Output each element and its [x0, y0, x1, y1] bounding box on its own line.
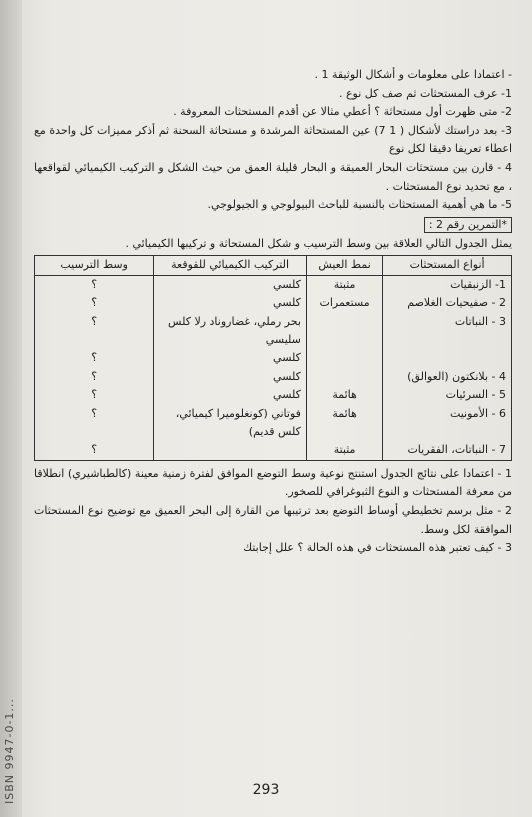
cell-life: هائمة: [306, 405, 382, 442]
table-row: [35, 405, 512, 442]
cell-life: [306, 313, 382, 350]
cell-type: 4 - بلانكتون (العوالق): [383, 368, 512, 386]
cell-life: هائمة: [306, 386, 382, 404]
cell-type: 1- الزنبقيات: [383, 275, 512, 294]
question-1: 1- عرف المستحثات ثم صف كل نوع .: [339, 86, 512, 100]
cell-chem: كلسي: [154, 386, 307, 404]
cell-env: ؟: [35, 275, 154, 294]
table-row: [35, 275, 512, 294]
cell-chem: كلسي: [154, 294, 307, 312]
after-question-3: 3 - كيف تعتبر هذه المستحثات في هذه الحالة ؟ علل إجابتك: [243, 541, 512, 555]
cell-type: 2 - صفيحيات الغلاصم: [383, 294, 512, 312]
cell-chem: كلسي: [154, 275, 307, 294]
page-number: 293: [252, 782, 280, 798]
cell-type: 7 - النباتات، الفقريات: [383, 441, 512, 460]
content-body: [34, 66, 512, 558]
cell-chem: [154, 441, 307, 460]
cell-type: 6 - الأمونيت: [383, 405, 512, 442]
table-header-row: [35, 256, 512, 275]
cell-chem: بحر رملي، غضاروناد رلا كلس سليسي: [154, 313, 307, 350]
table-intro: يمثل الجدول التالي العلاقة بين وسط الترسيب و شكل المستحاثة و تركيبها الكيميائي .: [125, 236, 512, 250]
cell-type: [383, 349, 512, 367]
cell-life: [306, 349, 382, 367]
after-question-1: 1 - اعتمادا على نتائج الجدول استنتج نوعية وسط التوضع الموافق لفترة زمنية معينة (كالطباشيري) انطلاقا من معرفة المستحثات و النوع الثبوغرافي للصخور.: [34, 466, 512, 499]
cell-env: ؟: [35, 386, 154, 404]
spine-text: ISBN 9947-0-1...: [3, 698, 16, 804]
book-spine: [0, 0, 22, 817]
cell-env: ؟: [35, 349, 154, 367]
after-question-2: 2 - مثل برسم تخطيطي أوساط التوضع بعد ترتيبها من القارة إلى البحر العميق مع توضيح نوع المستحثات الموافقة لكل وسط.: [34, 504, 512, 536]
header-lifestyle: نمط العيش: [306, 256, 382, 275]
cell-chem: كلسي: [154, 368, 307, 386]
question-4: 4 - قارن بين مستحثات البحار العميقة و البحار قليلة العمق من حيث الشكل و التركيب الكيميائي لقواقعها ، مع تحديد نوع المستحثات .: [34, 160, 512, 193]
table-row: [35, 368, 512, 386]
table-row: [35, 313, 512, 350]
table-row: [35, 294, 512, 312]
question-3: 3- بعد دراستك لأشكال ( 1 7) عين المستحاثة المرشدة و مستحاثة السحنة ثم أذكر مميزات كل واحدة مع اعطاء تعريفا دقيقا لكل نوع: [34, 123, 512, 156]
cell-type: 3 - النباتات: [383, 313, 512, 350]
question-5: 5- ما هي أهمية المستحثات بالنسبة للباحث البيولوجي و الجيولوجي.: [207, 198, 512, 212]
cell-env: ؟: [35, 294, 154, 312]
cell-type: 5 - السرئيات: [383, 386, 512, 404]
cell-life: مثبتة: [306, 441, 382, 460]
cell-life: [306, 368, 382, 386]
cell-env: ؟: [35, 441, 154, 460]
intro-line: - اعتمادا على معلومات و أشكال الوثيقة 1 .: [314, 68, 512, 81]
cell-chem: فوتاني (كونغلوميرا كيميائي، كلس قديم): [154, 405, 307, 442]
table-row: [35, 386, 512, 404]
cell-chem: كلسي: [154, 349, 307, 367]
question-2: 2- متى ظهرت أول مستحاثة ؟ أعطي مثالا عن أقدم المستحثات المعروفة .: [173, 105, 512, 119]
sediment-table: [34, 255, 512, 460]
table-row: [35, 349, 512, 367]
header-deposition-environment: وسط الترسيب: [35, 256, 154, 275]
exercise-title: *التمرين رقم 2 :: [424, 217, 512, 233]
header-chemical-composition: التركيب الكيميائي للقوقعة: [154, 256, 307, 275]
cell-life: مستعمرات: [306, 294, 382, 312]
table-row: [35, 441, 512, 460]
cell-env: ؟: [35, 313, 154, 350]
cell-env: ؟: [35, 368, 154, 386]
cell-life: مثبتة: [306, 275, 382, 294]
header-fossil-types: أنواع المستحثات: [383, 256, 512, 275]
cell-env: ؟: [35, 405, 154, 442]
